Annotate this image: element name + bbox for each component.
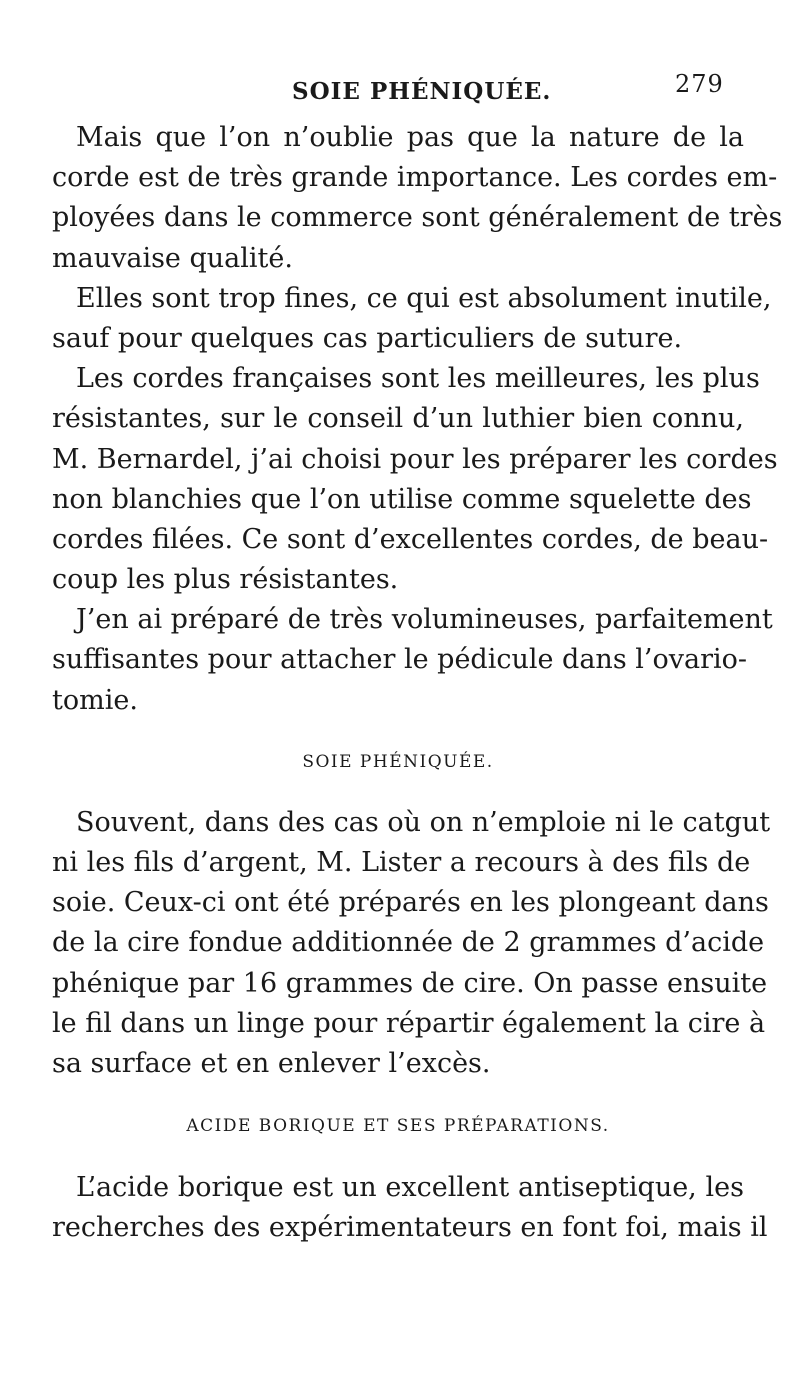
text-line: J’en ai préparé de très volumineuses, parfaitement <box>76 604 773 636</box>
body-text <box>52 118 783 1249</box>
text-line: suffisantes pour attacher le pédicule dans l’ovario- <box>52 644 747 676</box>
text-line: L’acide borique est un excellent antiseptique, les <box>76 1172 744 1204</box>
text-line: Les cordes françaises sont les meilleures, les plus <box>76 363 760 395</box>
text-line: phénique par 16 grammes de cire. On passe ensuite <box>52 967 768 999</box>
page-number: 279 <box>675 70 724 98</box>
paragraph-4 <box>52 600 773 721</box>
text-line: sauf pour quelques cas particuliers de suture. <box>52 322 683 354</box>
paragraph-3 <box>52 359 778 600</box>
section-heading-soie-pheniquee: SOIE PHÉNIQUÉE. <box>302 751 494 772</box>
text-line: Elles sont trop fines, ce qui est absolument inutile, <box>76 282 772 314</box>
text-line: mauvaise qualité. <box>52 242 293 274</box>
text-line: de la cire fondue additionnée de 2 grammes d’acide <box>52 927 765 959</box>
text-line: Mais que l’on n’oublie pas que la nature de la <box>76 122 744 153</box>
running-title: SOIE PHÉNIQUÉE. <box>292 78 552 105</box>
text-line: corde est de très grande importance. Les cordes em- <box>52 162 778 194</box>
text-line: non blanchies que l’on utilise comme squelette des <box>52 483 752 515</box>
text-line: sa surface et en enlever l’excès. <box>52 1047 491 1079</box>
text-line: soie. Ceux-ci ont été préparés en les plongeant dans <box>52 887 769 919</box>
running-head <box>0 70 800 108</box>
text-line: ni les fils d’argent, M. Lister a recours à des fils de <box>52 847 751 878</box>
paragraph-1 <box>52 118 783 279</box>
text-line: Souvent, dans des cas où on n’emploie ni le catgut <box>76 806 771 838</box>
paragraph-2 <box>52 279 772 359</box>
text-line: cordes filées. Ce sont d’excellentes cordes, de beau- <box>52 523 769 555</box>
text-line: le fil dans un linge pour répartir également la cire à <box>52 1007 766 1039</box>
text-line: recherches des expérimentateurs en font foi, mais il <box>52 1212 768 1244</box>
text-line: tomie. <box>52 684 138 716</box>
paragraph-soie-pheniquee <box>52 803 771 1084</box>
text-line: ployées dans le commerce sont généralement de très <box>52 202 783 234</box>
text-line: coup les plus résistantes. <box>52 564 399 596</box>
paragraph-acide-borique <box>52 1168 768 1248</box>
text-line: M. Bernardel, j’ai choisi pour les préparer les cordes <box>52 443 778 475</box>
text-line: résistantes, sur le conseil d’un luthier bien connu, <box>52 403 744 435</box>
section-heading-acide-borique: ACIDE BORIQUE ET SES PRÉPARATIONS. <box>186 1116 610 1137</box>
